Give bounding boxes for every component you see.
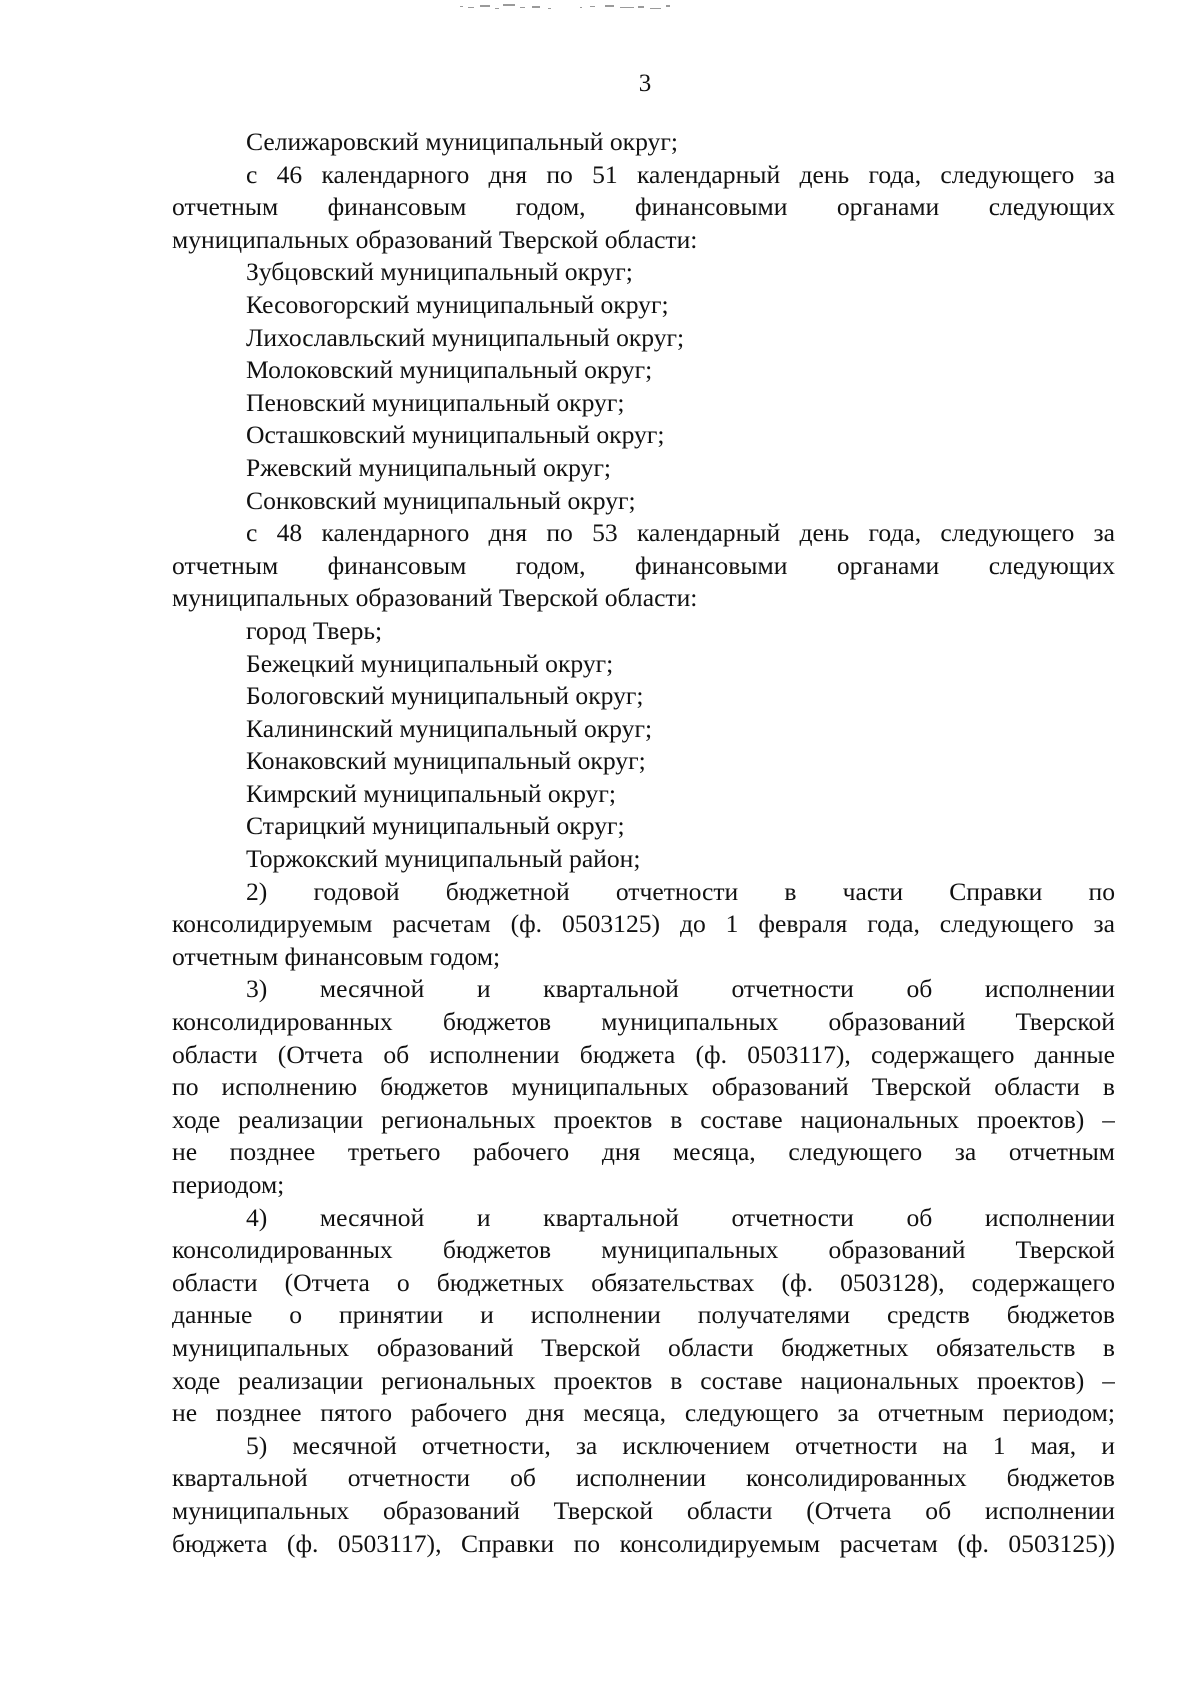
text-line: консолидированных бюджетов муниципальных образований Тверской <box>172 1007 1115 1037</box>
text-line: Бежецкий муниципальный округ; <box>246 648 614 678</box>
text-line: 4) месячной и квартальной отчетности об исполнении <box>246 1202 1115 1232</box>
text-line: Кесовогорский муниципальный округ; <box>246 289 669 319</box>
text-line: бюджета (ф. 0503117), Справки по консолидируемым расчетам (ф. 0503125)) <box>172 1528 1115 1558</box>
text-line: Пеновский муниципальный округ; <box>246 387 625 417</box>
text-line: ходе реализации региональных проектов в составе национальных проектов) – <box>172 1365 1115 1395</box>
text-line: муниципальных образований Тверской области: <box>172 583 698 613</box>
text-line: не позднее пятого рабочего дня месяца, следующего за отчетным периодом; <box>172 1398 1115 1428</box>
text-line: 5) месячной отчетности, за исключением отчетности на 1 мая, и <box>246 1430 1115 1460</box>
text-line: Лихославльский муниципальный округ; <box>246 322 685 352</box>
text-line: с 48 календарного дня по 53 календарный день года, следующего за <box>246 518 1115 548</box>
text-line: отчетным финансовым годом; <box>172 941 501 971</box>
text-line: Старицкий муниципальный округ; <box>246 811 625 841</box>
text-line: области (Отчета об исполнении бюджета (ф. 0503117), содержащего данные <box>172 1039 1115 1069</box>
text-line: квартальной отчетности об исполнении консолидированных бюджетов <box>172 1463 1115 1493</box>
text-line: Бологовский муниципальный округ; <box>246 681 644 711</box>
text-line: Сонковский муниципальный округ; <box>246 485 636 515</box>
text-line: отчетным финансовым годом, финансовыми органами следующих <box>172 550 1115 580</box>
text-line: Ржевский муниципальный округ; <box>246 452 612 482</box>
page-number: 3 <box>638 70 652 97</box>
text-line: области (Отчета о бюджетных обязательствах (ф. 0503128), содержащего <box>172 1267 1115 1297</box>
text-line: ходе реализации региональных проектов в составе национальных проектов) – <box>172 1104 1115 1134</box>
text-line: Калининский муниципальный округ; <box>246 713 653 743</box>
text-line: Зубцовский муниципальный округ; <box>246 257 633 287</box>
text-line: данные о принятии и исполнении получателями средств бюджетов <box>172 1300 1115 1330</box>
text-line: консолидируемым расчетам (ф. 0503125) до 1 февраля года, следующего за <box>172 909 1115 939</box>
text-line: периодом; <box>172 1170 285 1199</box>
text-line: Торжокский муниципальный район; <box>246 844 641 874</box>
text-line: Осташковский муниципальный округ; <box>246 420 665 450</box>
text-line: Молоковский муниципальный округ; <box>246 355 653 385</box>
text-line: 2) годовой бюджетной отчетности в части Справки по <box>246 876 1115 906</box>
text-line: по исполнению бюджетов муниципальных образований Тверской области в <box>172 1072 1115 1102</box>
text-line: Кимрский муниципальный округ; <box>246 778 616 808</box>
text-line: с 46 календарного дня по 51 календарный день года, следующего за <box>246 159 1115 189</box>
text-line: 3) месячной и квартальной отчетности об исполнении <box>246 974 1115 1004</box>
text-line: не позднее третьего рабочего дня месяца, следующего за отчетным <box>172 1137 1115 1167</box>
scan-artifact <box>440 0 740 14</box>
text-line: город Тверь; <box>246 615 383 645</box>
text-line: отчетным финансовым годом, финансовыми органами следующих <box>172 192 1115 222</box>
text-line: муниципальных образований Тверской области бюджетных обязательств в <box>172 1332 1115 1362</box>
text-line: Конаковский муниципальный округ; <box>246 746 646 776</box>
text-line: Селижаровский муниципальный округ; <box>246 127 678 156</box>
text-line: консолидированных бюджетов муниципальных образований Тверской <box>172 1235 1115 1265</box>
text-line: муниципальных образований Тверской области: <box>172 224 698 254</box>
document-body <box>172 126 1115 1560</box>
text-line: муниципальных образований Тверской области (Отчета об исполнении <box>172 1495 1115 1525</box>
